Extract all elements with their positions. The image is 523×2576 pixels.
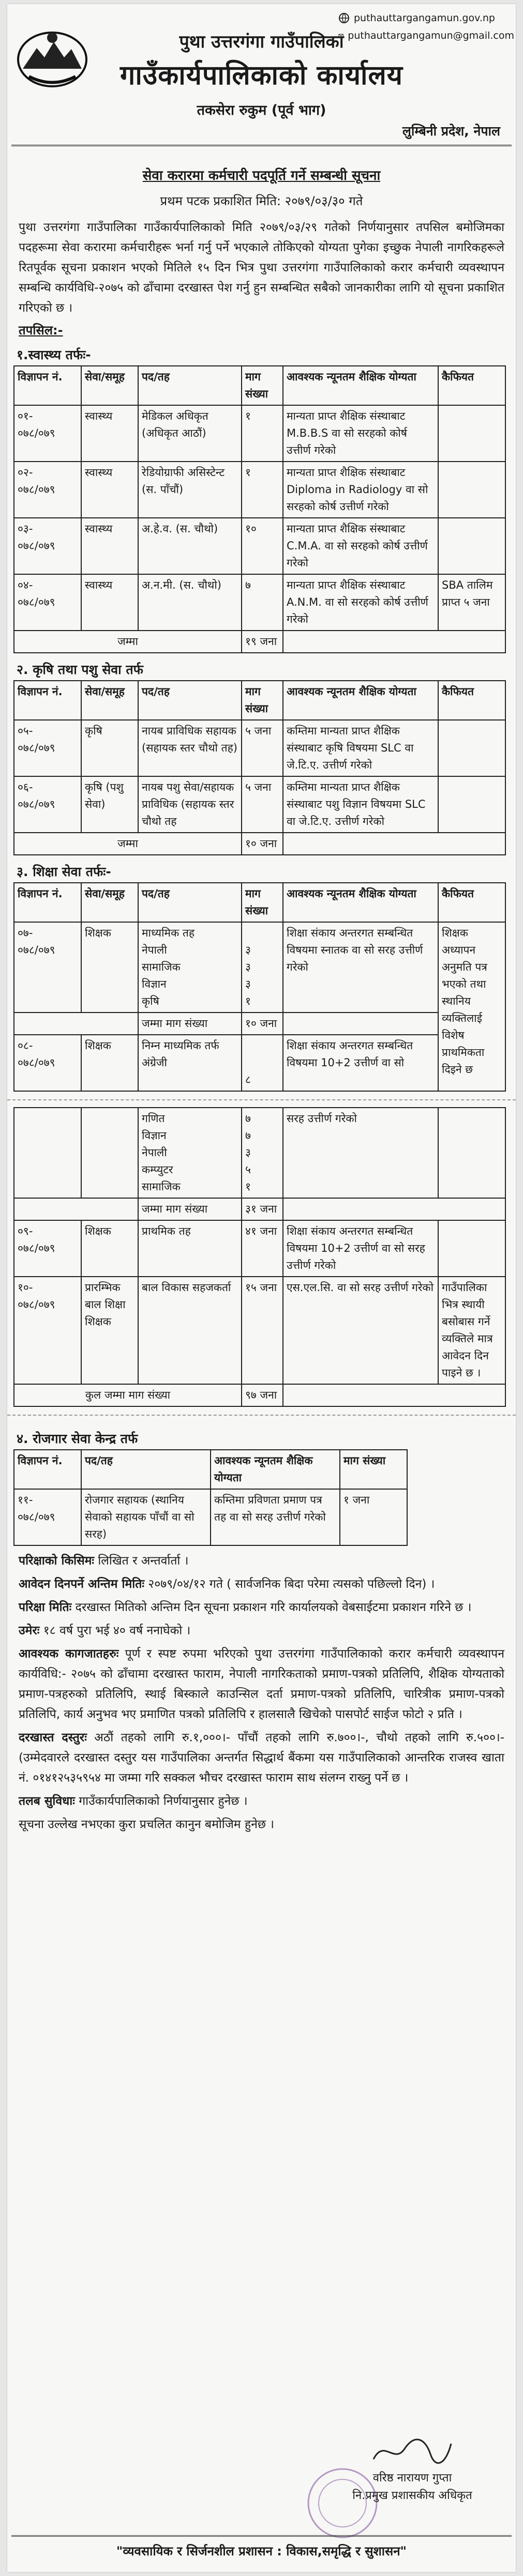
table-header-row [14, 366, 505, 405]
cell-kaifiyat [438, 776, 505, 833]
cell-maag: ५ जना [242, 720, 283, 776]
subtotal-label: जम्मा माग संख्या [138, 1198, 242, 1220]
item-value: अठौं तहको लागि रु.१,०००।- पाँचौं तहको लागि रु.७००।-, चौथो तहको लागि रु.५००।- (उम्मेदवारले दरखास्त दस्तुर यस गाउँपालिका अन्तर्गत सिद्धार्थ बैंकमा यस गाउँपालिकाको आन्तरिक राजस्व खाता नं. ०१४१२५३५९५४ मा जम्मा गरि सक्कल भौचर दरखास्त फाराम साथ संलग्न राख्नु पर्ने छ । [19, 1731, 505, 1785]
cell-no [14, 1108, 81, 1198]
cell-maag: १ [242, 462, 283, 518]
list-item [19, 1621, 504, 1641]
cell-no: ११- ०७८/०७९ [14, 1489, 81, 1545]
total-blank [283, 833, 505, 855]
cell-pad: नायब प्राविधिक सहायक (सहायक स्तर चौथो तह) [138, 720, 242, 776]
item-key: परिक्षा मितिः [19, 1601, 72, 1614]
conditions-list [7, 1551, 516, 1835]
signature-icon [368, 2433, 456, 2470]
motto-text: "व्यवसायिक र सिर्जनशील प्रशासन : विकास,समृद्धि र सुशासन" [116, 2544, 407, 2558]
subtotal-value: ३१ जना [242, 1198, 283, 1220]
list-item [19, 1574, 504, 1594]
table-row [14, 1277, 505, 1384]
col-pad: पद/तह [138, 681, 242, 720]
cell-pad: निम्न माध्यमिक तर्फ अंग्रेजी [138, 1035, 242, 1091]
cell-kaifiyat [438, 462, 505, 518]
cell-maag: ३ ३ ३ १ [242, 922, 283, 1013]
cell-pad: गणित विज्ञान नेपाली कम्प्युटर सामाजिक [138, 1108, 242, 1198]
cell-yogyata: मान्यता प्राप्त शैक्षिक संस्थाबाट A.N.M. वा सो सरहको कोर्ष उत्तीर्ण गरेको [283, 574, 438, 631]
cell-sewa: स्वास्थ्य [81, 574, 138, 631]
item-value: १८ वर्ष पुरा भई ४० वर्ष ननाघेको । [43, 1624, 191, 1637]
cell-pad: माध्यमिक तह नेपाली सामाजिक विज्ञान कृषि [138, 922, 242, 1013]
list-item [19, 1644, 504, 1725]
cell-no: ०८- ०७८/०७९ [14, 1035, 81, 1091]
item-key: आवेदन दिनपर्ने अन्तिम मितिः [19, 1577, 144, 1591]
cell-no: ०४- ०७८/०७९ [14, 574, 81, 631]
table-row [14, 1108, 505, 1198]
table-row [14, 1220, 505, 1277]
cell-maag: ४१ जना [242, 1220, 283, 1277]
item-value: लिखित र अन्तर्वार्ता । [98, 1554, 189, 1568]
cell-kaifiyat [438, 720, 505, 776]
province-text: लुम्बिनी प्रदेश, नेपाल [402, 124, 500, 139]
total-value: ९७ जना [242, 1384, 283, 1406]
item-key: दरखास्त दस्तुरः [19, 1731, 87, 1744]
cell-pad: अ.हे.व. (स. चौथो) [138, 518, 242, 574]
total-label: जम्मा [14, 833, 242, 855]
cell-yogyata: मान्यता प्राप्त शैक्षिक संस्थाबाट Diploma in Radiology वा सो सरहको कोर्ष उत्तीर्ण गरेको [283, 462, 438, 518]
col-vigyapan: विज्ञापन नं. [14, 681, 81, 720]
cell-pad: नायब पशु सेवा/सहायक प्राविधिक (सहायक स्तर चौथो तह [138, 776, 242, 833]
table-header-row [14, 1450, 407, 1489]
item-key: तलब सुविधाः [19, 1795, 75, 1808]
cell-pad: प्राथमिक तह [138, 1220, 242, 1277]
table-row [14, 1489, 407, 1545]
cell-pad: रेडियोग्राफी असिस्टेन्ट (स. पाँचौं) [138, 462, 242, 518]
cell-yogyata: कम्तिमा मान्यता प्राप्त शैक्षिक संस्थाबाट कृषि विषयमा SLC वा जे.टि.ए. उत्तीर्ण गरेको [283, 720, 438, 776]
cell-sewa: स्वास्थ्य [81, 518, 138, 574]
col-sewa: सेवा/समूह [81, 366, 138, 405]
subtotal-blank [283, 1013, 438, 1035]
item-value: पूर्ण र स्पष्ट रुपमा भरिएको पुथा उत्तरगंगा गाउँपालिकाको करार कर्मचारी व्यवस्थापन कार्यविधि:- २०७५ को ढाँचामा दरखास्त फाराम, नेपाली नागरिकताको प्रमाण-पत्रको प्रतिलिपि, शैक्षिक योग्यताको प्रमाण-पत्रहरुको प्रतिलिपि, स्थाई बिस्काले काउन्सिल दर्ता प्रमाण-पत्रको प्रतिलिपि, चारित्रीक प्रमाण-पत्रको प्रतिलिपि, कार्य अनुभव भए प्रमाणित पत्रको प्रतिलिपि र हालसालै खिचेको पासपोर्ट साईज फोटो २ प्रति । [19, 1647, 504, 1721]
subtotal-blank [14, 1013, 138, 1035]
cell-sewa: कृषि [81, 720, 138, 776]
cell-yogyata: शिक्षा संकाय अन्तरगत सम्बन्धित विषयमा 10+2 उत्तीर्ण वा सो [283, 1035, 438, 1091]
table-row [14, 405, 505, 462]
total-row [14, 631, 505, 653]
cell-sewa: शिक्षक [81, 1035, 138, 1091]
header-divider [11, 145, 512, 146]
cell-sewa: स्वास्थ्य [81, 462, 138, 518]
table-row [14, 574, 505, 631]
item-value: दरखास्त मितिको अन्तिम दिन सूचना प्रकाशन गरि कार्यालयको वेबसाईटमा प्रकाशन गरिने छ । [75, 1601, 472, 1614]
subtotal-label: जम्मा माग संख्या [138, 1013, 242, 1035]
health-table [13, 365, 506, 653]
subtotal-value: १० जना [242, 1013, 283, 1035]
globe-icon [338, 12, 350, 24]
col-yogyata: आवश्यक न्यूनतम शैक्षिक योग्यता [283, 681, 438, 720]
total-label: जम्मा [14, 631, 242, 653]
col-maag: माग संख्या [340, 1450, 407, 1489]
table-row [14, 462, 505, 518]
col-vigyapan: विज्ञापन नं. [14, 366, 81, 405]
list-item [19, 1815, 504, 1835]
cell-sewa [81, 1108, 138, 1198]
total-blank [283, 1384, 505, 1406]
item-key: उमेरः [19, 1624, 40, 1637]
signature-block [330, 2433, 495, 2505]
subtotal-blank [14, 1198, 138, 1220]
office-name: गाउँकार्यपालिकाको कार्यालय [120, 59, 403, 91]
total-label: कुल जम्मा माग संख्या [14, 1384, 242, 1406]
cell-yogyata: कम्तिमा मान्यता प्राप्त शैक्षिक संस्थाबाट पशु विज्ञान विषयमा SLC वा जे.टि.ए. उत्तीर्ण गरेको [283, 776, 438, 833]
col-pad: पद/तह [138, 883, 242, 922]
municipality-name: पुथा उत्तरगंगा गाउँपालिका [179, 32, 344, 52]
cell-maag: ७ [242, 574, 283, 631]
cell-kaifiyat [438, 1108, 505, 1198]
cell-no: ०१- ०७८/०७९ [14, 405, 81, 462]
section-title-agriculture: २. कृषि तथा पशु सेवा तर्फ [17, 662, 143, 677]
col-maag: माग संख्या [242, 681, 283, 720]
total-row [14, 833, 505, 855]
footer-divider [11, 2535, 512, 2537]
cell-yogyata: एस.एल.सि. वा सो सरह उत्तीर्ण गरेको [283, 1277, 438, 1384]
subtotal-row [14, 1198, 505, 1220]
col-vigyapan: विज्ञापन नं. [14, 1450, 81, 1489]
table-header-row [14, 681, 505, 720]
total-value: १९ जना [242, 631, 283, 653]
col-kaifiyat: कैफियत [438, 883, 505, 922]
cell-maag: १० [242, 518, 283, 574]
tapsil-label: तपसिल:- [19, 323, 63, 338]
cell-maag: ५ जना [242, 776, 283, 833]
section-title-education: ३. शिक्षा सेवा तर्फः- [17, 864, 111, 879]
cell-no: ०३- ०७८/०७९ [14, 518, 81, 574]
cell-pad: बाल विकास सहजकर्ता [138, 1277, 242, 1384]
cell-yogyata: शिक्षा संकाय अन्तरगत सम्बन्धित विषयमा स्नातक वा सो सरह उत्तीर्ण गरेको [283, 922, 438, 1013]
cell-kaifiyat: गाउँपालिका भित्र स्थायी बसोबास गर्ने व्यक्तिले मात्र आवेदन दिन पाइने छ । [438, 1277, 505, 1384]
cell-kaifiyat [438, 518, 505, 574]
cell-maag: ८ [242, 1035, 283, 1091]
item-key: परिक्षाको किसिमः [19, 1554, 95, 1568]
col-yogyata: आवश्यक न्यूनतम शैक्षिक योग्यता [211, 1450, 340, 1489]
total-row [14, 1384, 505, 1406]
col-yogyata: आवश्यक न्यूनतम शैक्षिक योग्यता [283, 366, 438, 405]
cell-maag: १ [242, 405, 283, 462]
cell-no: ०९- ०७८/०७९ [14, 1220, 81, 1277]
cell-no: ०२- ०७८/०७९ [14, 462, 81, 518]
page-join-divider [7, 1407, 516, 1422]
item-key: आवश्यक कागजातहरुः [19, 1647, 119, 1661]
cell-kaifiyat [438, 1220, 505, 1277]
table-header-row [14, 883, 505, 922]
notice-title: सेवा करारमा कर्मचारी पदपूर्ति गर्ने सम्बन्धी सूचना [142, 168, 381, 183]
col-pad: पद/तह [138, 366, 242, 405]
section-title-employment: ४. रोजगार सेवा केन्द्र तर्फ [17, 1431, 138, 1446]
col-maag: माग संख्या [242, 366, 283, 405]
table-row [14, 518, 505, 574]
agriculture-table [13, 680, 506, 855]
cell-yogyata: मान्यता प्राप्त शैक्षिक संस्थाबाट M.B.B.S वा सो सरहको कोर्ष उत्तीर्ण गरेको [283, 405, 438, 462]
page-join-divider [7, 1092, 516, 1107]
list-item [19, 1791, 504, 1812]
cell-kaifiyat [438, 405, 505, 462]
list-item [19, 1598, 504, 1618]
subtotal-row [14, 1013, 505, 1035]
cell-maag: ७ ७ ३ ५ १ [242, 1108, 283, 1198]
cell-yogyata: मान्यता प्राप्त शैक्षिक संस्थाबाट C.M.A. वा सो सरहको कोर्ष उत्तीर्ण गरेको [283, 518, 438, 574]
notice-sheet [7, 4, 516, 2572]
col-pad: पद/तह [81, 1450, 211, 1489]
employment-table [13, 1449, 408, 1546]
cell-sewa: शिक्षक [81, 922, 138, 1013]
item-value: गाउँकार्यपालिकाको निर्णयानुसार हुनेछ । [79, 1795, 248, 1808]
cell-sewa: कृषि (पशु सेवा) [81, 776, 138, 833]
col-sewa: सेवा/समूह [81, 681, 138, 720]
email-text: puthauttargangamun@gmail.com [348, 30, 514, 41]
table-row [14, 720, 505, 776]
list-item [19, 1728, 504, 1788]
item-value: सूचना उल्लेख नभएका कुरा प्रचलित कानुन बमोजिम हुनेछ । [19, 1818, 274, 1831]
education-table-part1 [13, 882, 506, 1092]
total-blank [283, 631, 505, 653]
cell-yogyata: कम्तिमा प्रविणता प्रमाण पत्र तह वा सो सरह उत्तीर्ण गरेको [211, 1489, 340, 1545]
col-kaifiyat: कैफियत [438, 681, 505, 720]
subtotal-blank [283, 1198, 505, 1220]
office-address: तकसेरा रुकुम (पूर्व भाग) [197, 102, 326, 118]
table-row [14, 1035, 505, 1091]
cell-yogyata: शिक्षा संकाय अन्तरगत सम्बन्धित विषयमा 10+2 उत्तीर्ण वा सो सरह उत्तीर्ण गरेको [283, 1220, 438, 1277]
letterhead [7, 4, 516, 159]
cell-kaifiyat: SBA तालिम प्राप्त ५ जना [438, 574, 505, 631]
section-title-health: १.स्वास्थ्य तर्फः- [17, 347, 91, 362]
col-kaifiyat: कैफियत [438, 366, 505, 405]
table-row [14, 776, 505, 833]
cell-no: १०- ०७८/०७९ [14, 1277, 81, 1384]
cell-sewa: स्वास्थ्य [81, 405, 138, 462]
cell-yogyata: सरह उत्तीर्ण गरेको [283, 1108, 438, 1198]
education-table-part2 [13, 1107, 506, 1407]
cell-sewa: प्रारम्भिक बाल शिक्षा शिक्षक [81, 1277, 138, 1384]
signatory-name: वरिष्ठ नारायण गुप्ता [372, 2472, 452, 2485]
col-maag: माग संख्या [242, 883, 283, 922]
cell-kaifiyat: शिक्षक अध्यापन अनुमति पत्र भएको तथा स्थानिय व्यक्तिलाई विशेष प्राथमिकता दिइने छ [438, 922, 505, 1091]
item-value: २०७९/०४/१२ गते ( सार्वजनिक बिदा परेमा त्यसको पछिल्लो दिन) । [148, 1577, 435, 1591]
col-vigyapan: विज्ञापन नं. [14, 883, 81, 922]
signatory-title: नि.प्रमुख प्रशासकीय अधिकृत [352, 2489, 472, 2502]
notice-body: पुथा उत्तरगंगा गाउँपालिका गाउँकार्यपालिकाको मिति २०७९/०३/२९ गतेको निर्णयानुसार तपसिल बमोजिमका पदहरूमा सेवा करारमा कर्मचारीहरू भर्ना गर्नु पर्ने भएकाले तोकिएको योग्यता पुगेका इच्छुक नेपाली नागरिकहरूले रितपूर्वक सूचना प्रकाशन भएको मितिले १५ दिन भित्र पुथा उत्तरगंगा गाउँपालिकाको करार कर्मचारी व्यवस्थापन सम्बन्धि कार्यविधि-२०७५ को ढाँचामा दरखास्त पेश गर्नु हुन सम्बन्धित सबैको जानकारीका लागि यो सूचना प्रकाशित गरिएको छ । [19, 221, 504, 315]
cell-pad: रोजगार सहायक (स्थानिय सेवाको सहायक पाँचौं वा सो सरह) [81, 1489, 211, 1545]
col-yogyata: आवश्यक न्यूनतम शैक्षिक योग्यता [283, 883, 438, 922]
cell-pad: मेडिकल अधिकृत (अधिकृत आठौं) [138, 405, 242, 462]
cell-no: ०५- ०७८/०७९ [14, 720, 81, 776]
cell-maag: १ जना [340, 1489, 407, 1545]
total-value: १० जना [242, 833, 283, 855]
col-sewa: सेवा/समूह [81, 883, 138, 922]
list-item [19, 1551, 504, 1571]
cell-maag: १५ जना [242, 1277, 283, 1384]
published-date: प्रथम पटक प्रकाशित मिति: २०७९/०३/३० गते [160, 194, 363, 208]
website-text: puthauttargangamun.gov.np [354, 12, 495, 24]
cell-pad: अ.न.मी. (स. चौथो) [138, 574, 242, 631]
cell-no: ०६- ०७८/०७९ [14, 776, 81, 833]
cell-no: ०७- ०७८/०७९ [14, 922, 81, 1013]
cell-sewa: शिक्षक [81, 1220, 138, 1277]
table-row [14, 922, 505, 1013]
